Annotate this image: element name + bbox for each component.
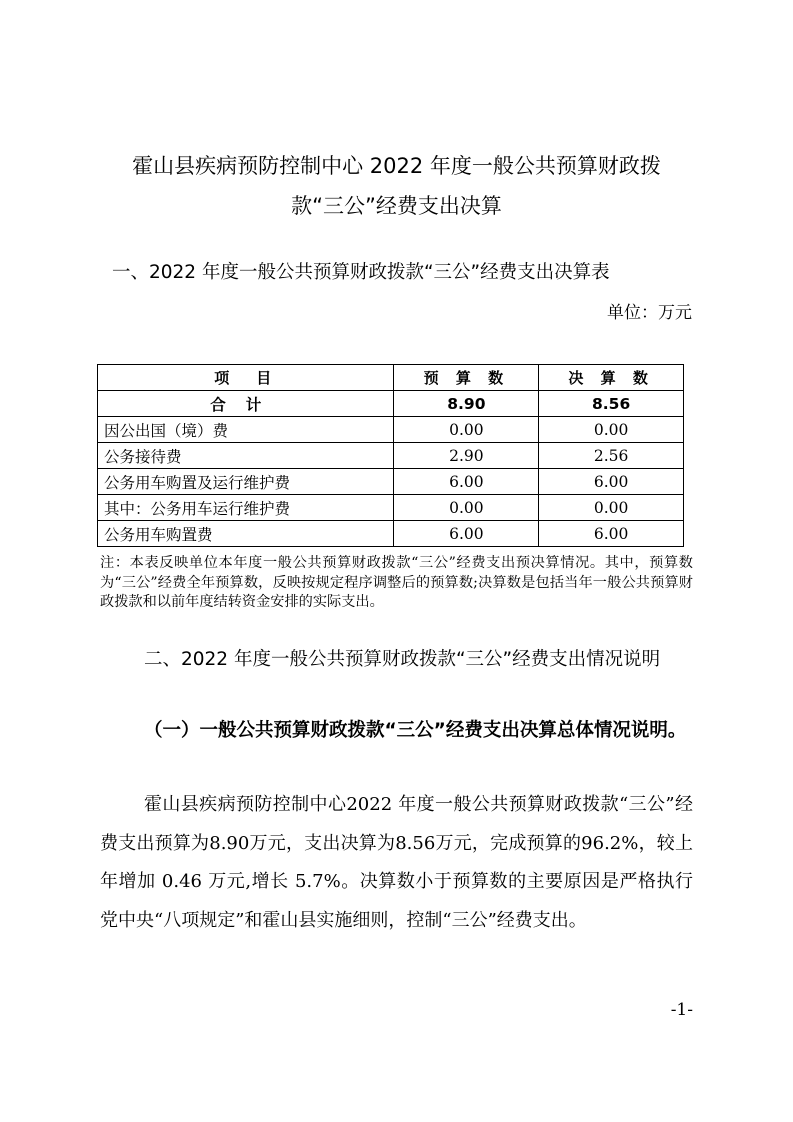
section-two-heading: 二、2022 年度一般公共预算财政拨款“三公”经费支出情况说明: [144, 649, 661, 670]
row-actual: 0.00: [539, 495, 684, 521]
table-note: 注：本表反映单位本年度一般公共预算财政拨款“三公”经费支出预决算情况。其中，预算数为“三公”经费全年预算数，反映按规定程序调整后的预算数;决算数是包括当年一般公共预算财政拨款和以前年度结转资金安排的实际支出。: [100, 555, 693, 610]
row-label: 其中：公务用车运行维护费: [98, 495, 394, 521]
page-number: -1-: [670, 1000, 693, 1020]
table-row: [98, 443, 684, 469]
table-row-total: [98, 391, 684, 417]
document-title-line1: 霍山县疾病预防控制中心 2022 年度一般公共预算财政拨: [132, 154, 661, 178]
document-title: [100, 146, 693, 226]
row-budget: 0.00: [394, 495, 539, 521]
row-label: 因公出国（境）费: [98, 417, 394, 443]
table-row: [98, 495, 684, 521]
header-actual: 决 算 数: [539, 365, 684, 391]
table-row: [98, 469, 684, 495]
body-paragraph: 霍山县疾病预防控制中心2022 年度一般公共预算财政拨款“三公”经费支出预算为8.90万元，支出决算为8.56万元，完成预算的96.2%，较上年增加 0.46 万元,增长 5.7%。决算数小于预算数的主要原因是严格执行党中央“八项规定”和霍山县实施细则，控制“三公”经费支出。: [100, 794, 693, 931]
table-row: [98, 417, 684, 443]
row-label: 公务用车购置及运行维护费: [98, 469, 394, 495]
row-budget: 6.00: [394, 521, 539, 547]
section-one-heading: 一、2022 年度一般公共预算财政拨款“三公”经费支出决算表: [112, 262, 610, 283]
budget-table: [97, 364, 684, 547]
row-actual: 6.00: [539, 521, 684, 547]
document-title-line2: 款“三公”经费支出决算: [291, 194, 502, 218]
table-row: [98, 521, 684, 547]
header-budget: 预 算 数: [394, 365, 539, 391]
row-label: 公务用车购置费: [98, 521, 394, 547]
total-actual: 8.56: [539, 391, 684, 417]
row-label: 公务接待费: [98, 443, 394, 469]
row-actual: 6.00: [539, 469, 684, 495]
total-label: 合计: [98, 391, 394, 417]
total-budget: 8.90: [394, 391, 539, 417]
row-budget: 2.90: [394, 443, 539, 469]
table-header-row: [98, 365, 684, 391]
row-budget: 6.00: [394, 469, 539, 495]
row-actual: 2.56: [539, 443, 684, 469]
row-budget: 0.00: [394, 417, 539, 443]
row-actual: 0.00: [539, 417, 684, 443]
subsection-heading: （一）一般公共预算财政拨款“三公”经费支出决算总体情况说明。: [144, 720, 687, 741]
header-item: 项 目: [98, 365, 394, 391]
unit-label: 单位：万元: [607, 303, 692, 323]
